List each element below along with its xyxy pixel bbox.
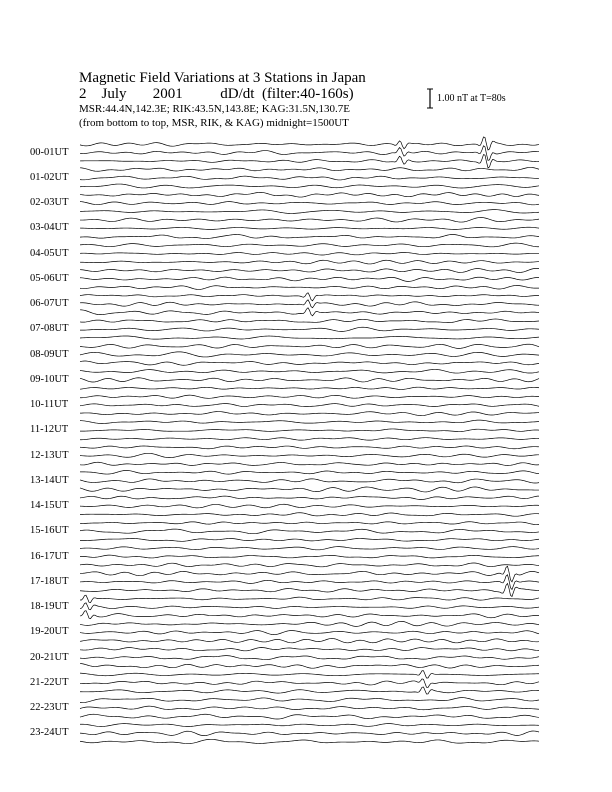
hour-label: 14-15UT (30, 500, 69, 512)
trace-msr (80, 285, 539, 289)
trace-msr (80, 438, 539, 440)
scale-label: 1.00 nT at T=80s (437, 93, 506, 104)
hour-label: 00-01UT (30, 146, 69, 158)
trace-rik (80, 252, 539, 255)
trace-msr (80, 538, 539, 541)
trace-kag (80, 595, 539, 602)
trace-msr (80, 462, 539, 465)
trace-rik (80, 146, 539, 161)
hour-label: 16-17UT (30, 550, 69, 562)
hour-label: 11-12UT (30, 424, 69, 436)
trace-msr (80, 260, 539, 264)
trace-kag (80, 724, 539, 727)
trace-rik (80, 227, 539, 229)
trace-msr (80, 611, 539, 619)
trace-kag (80, 648, 539, 651)
trace-rik (80, 656, 539, 660)
trace-kag (80, 547, 539, 550)
trace-msr (80, 487, 539, 492)
trace-rik (80, 202, 539, 205)
hour-label: 01-02UT (30, 171, 69, 183)
hour-label: 04-05UT (30, 247, 69, 259)
hour-label: 22-23UT (30, 702, 69, 714)
trace-rik (80, 631, 539, 635)
trace-kag (80, 293, 539, 301)
trace-kag (80, 167, 539, 171)
trace-rik (80, 404, 539, 407)
trace-kag (80, 268, 539, 272)
trace-msr (80, 308, 539, 316)
hour-label: 23-24UT (30, 727, 69, 739)
trace-rik (80, 731, 539, 736)
chart-title: Magnetic Field Variations at 3 Stations in Japan (79, 70, 366, 86)
trace-msr (80, 412, 539, 416)
trace-kag (80, 522, 539, 525)
hour-label: 13-14UT (30, 474, 69, 486)
hour-label: 07-08UT (30, 323, 69, 335)
midnight-note: midnight=1500UT (266, 117, 349, 129)
hour-label: 19-20UT (30, 626, 69, 638)
filter-label: (filter:40-160s) (261, 86, 354, 102)
hour-label: 17-18UT (30, 575, 69, 587)
date-year: 2001 (152, 86, 183, 102)
trace-rik (80, 378, 539, 382)
trace-kag (80, 671, 539, 678)
trace-rik (80, 300, 539, 308)
trace-rik (80, 277, 539, 281)
trace-kag (80, 243, 539, 247)
trace-kag (80, 319, 539, 323)
hour-label: 21-22UT (30, 676, 69, 688)
trace-rik (80, 706, 539, 710)
trace-kag (80, 470, 539, 474)
trace-rik (80, 429, 539, 432)
trace-msr (80, 234, 539, 238)
trace-kag (80, 566, 539, 582)
date-month: July (101, 86, 127, 102)
trace-kag (80, 446, 539, 449)
trace-kag (80, 621, 539, 626)
trace-rik (80, 479, 539, 483)
trace-msr (80, 583, 539, 596)
trace-rik (80, 504, 539, 508)
trace-msr (80, 638, 539, 642)
trace-kag (80, 137, 539, 150)
hour-label: 05-06UT (30, 272, 69, 284)
hour-label: 15-16UT (30, 525, 69, 537)
trace-msr (80, 210, 539, 214)
hour-label: 10-11UT (30, 399, 69, 411)
trace-msr (80, 687, 539, 694)
trace-kag (80, 496, 539, 499)
hour-label: 09-10UT (30, 373, 69, 385)
trace-kag (80, 369, 539, 373)
trace-group (80, 137, 539, 744)
trace-kag (80, 420, 539, 423)
trace-rik (80, 453, 539, 457)
hour-label: 18-19UT (30, 601, 69, 613)
trace-msr (80, 155, 539, 168)
hour-label: 20-21UT (30, 651, 69, 663)
trace-rik (80, 603, 539, 610)
quantity-label: dD/dt (220, 86, 255, 102)
trace-msr (80, 739, 539, 743)
trace-msr (80, 336, 539, 339)
trace-rik (80, 529, 539, 534)
trace-msr (80, 387, 539, 389)
trace-rik (80, 327, 539, 331)
trace-msr (80, 563, 539, 567)
trace-rik (80, 352, 539, 357)
trace-rik (80, 176, 539, 180)
hour-label: 06-07UT (30, 298, 69, 310)
trace-rik (80, 575, 539, 590)
hour-label: 03-04UT (30, 222, 69, 234)
date-day: 2 (79, 86, 87, 102)
scale-bar (427, 89, 433, 108)
trace-msr (80, 513, 539, 516)
trace-kag (80, 395, 539, 398)
trace-msr (80, 184, 539, 188)
hour-label: 08-09UT (30, 348, 69, 360)
order-note: (from bottom to top, MSR, RIK, & KAG) (79, 117, 264, 129)
trace-kag (80, 217, 539, 222)
trace-rik (80, 555, 539, 558)
trace-rik (80, 679, 539, 688)
trace-kag (80, 192, 539, 197)
hour-label: 02-03UT (30, 197, 69, 209)
hour-label: 12-13UT (30, 449, 69, 461)
trace-kag (80, 344, 539, 348)
trace-msr (80, 664, 539, 669)
stations-info: MSR:44.4N,142.3E; RIK:43.5N,143.8E; KAG:31.5N,130.7E (79, 103, 351, 115)
trace-msr (80, 361, 539, 365)
trace-kag (80, 698, 539, 703)
trace-msr (80, 714, 539, 719)
